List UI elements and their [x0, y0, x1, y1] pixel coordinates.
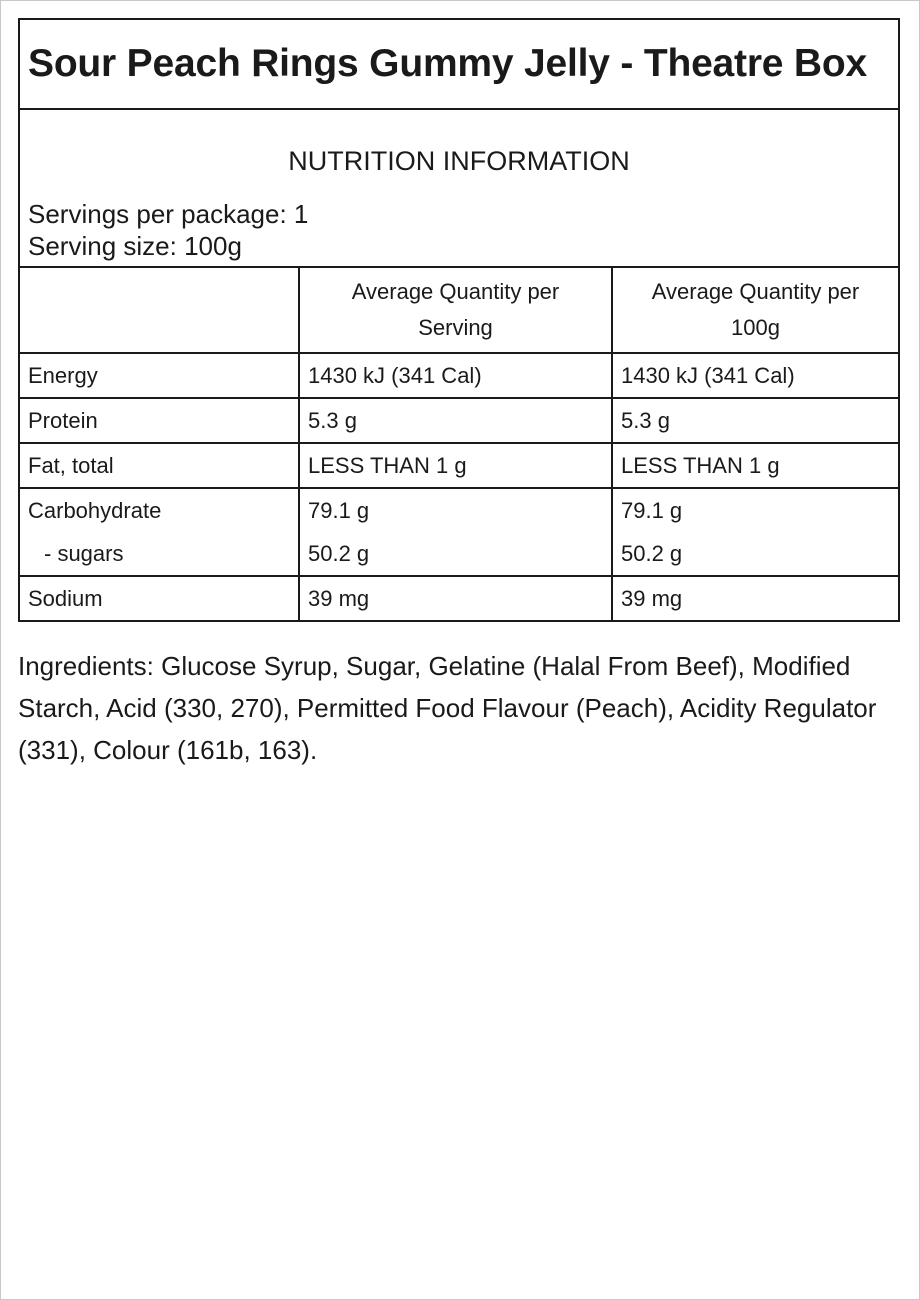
- table-row-energy: [20, 353, 898, 398]
- per-100g-value: 1430 kJ (341 Cal): [612, 353, 898, 398]
- per-100g-value: 5.3 g: [612, 398, 898, 443]
- per-serving-value: 50.2 g: [308, 541, 370, 566]
- nutrient-label: Energy: [20, 353, 299, 398]
- per-100g-value: LESS THAN 1 g: [612, 443, 898, 488]
- nutrition-panel: [18, 18, 900, 622]
- per-100g-value: 39 mg: [612, 576, 898, 621]
- nutrient-label: Protein: [20, 398, 299, 443]
- column-header-per-100g: Average Quantity per 100g: [612, 267, 898, 353]
- table-header-row: [20, 267, 898, 353]
- nutrient-label: Fat, total: [20, 443, 299, 488]
- table-row-fat: [20, 443, 898, 488]
- product-title: Sour Peach Rings Gummy Jelly - Theatre Box: [20, 20, 898, 110]
- nutrient-label-cell: [20, 488, 299, 576]
- servings-per-package: Servings per package: 1: [28, 199, 309, 229]
- ingredients-text: Ingredients: Glucose Syrup, Sugar, Gelatine (Halal From Beef), Modified Starch, Acid (330, 270), Permitted Food Flavour (Peach), Acidity Regulator (331), Colour (161b, 163).: [18, 651, 877, 765]
- per-100g-cell: [612, 488, 898, 576]
- nutrient-label: Sodium: [20, 576, 299, 621]
- serving-size: Serving size: 100g: [28, 231, 242, 261]
- nutrient-sublabel: - sugars: [44, 541, 124, 566]
- table-row-protein: [20, 398, 898, 443]
- table-row-sodium: [20, 576, 898, 621]
- per-serving-value: 5.3 g: [299, 398, 612, 443]
- per-serving-value: 79.1 g: [308, 498, 370, 523]
- per-100g-value: 79.1 g: [621, 498, 683, 523]
- per-serving-value: LESS THAN 1 g: [299, 443, 612, 488]
- column-header-nutrient: [20, 267, 299, 353]
- per-serving-value: 39 mg: [299, 576, 612, 621]
- nutrient-label: Carbohydrate: [28, 498, 162, 523]
- column-header-per-serving: Average Quantity per Serving: [299, 267, 612, 353]
- per-100g-value: 50.2 g: [621, 541, 683, 566]
- per-serving-cell: [299, 488, 612, 576]
- table-row-carbohydrate: [20, 488, 898, 576]
- per-serving-value: 1430 kJ (341 Cal): [299, 353, 612, 398]
- nutrition-table: [20, 266, 898, 622]
- serving-info: [20, 186, 898, 266]
- nutrition-heading: NUTRITION INFORMATION: [288, 146, 630, 176]
